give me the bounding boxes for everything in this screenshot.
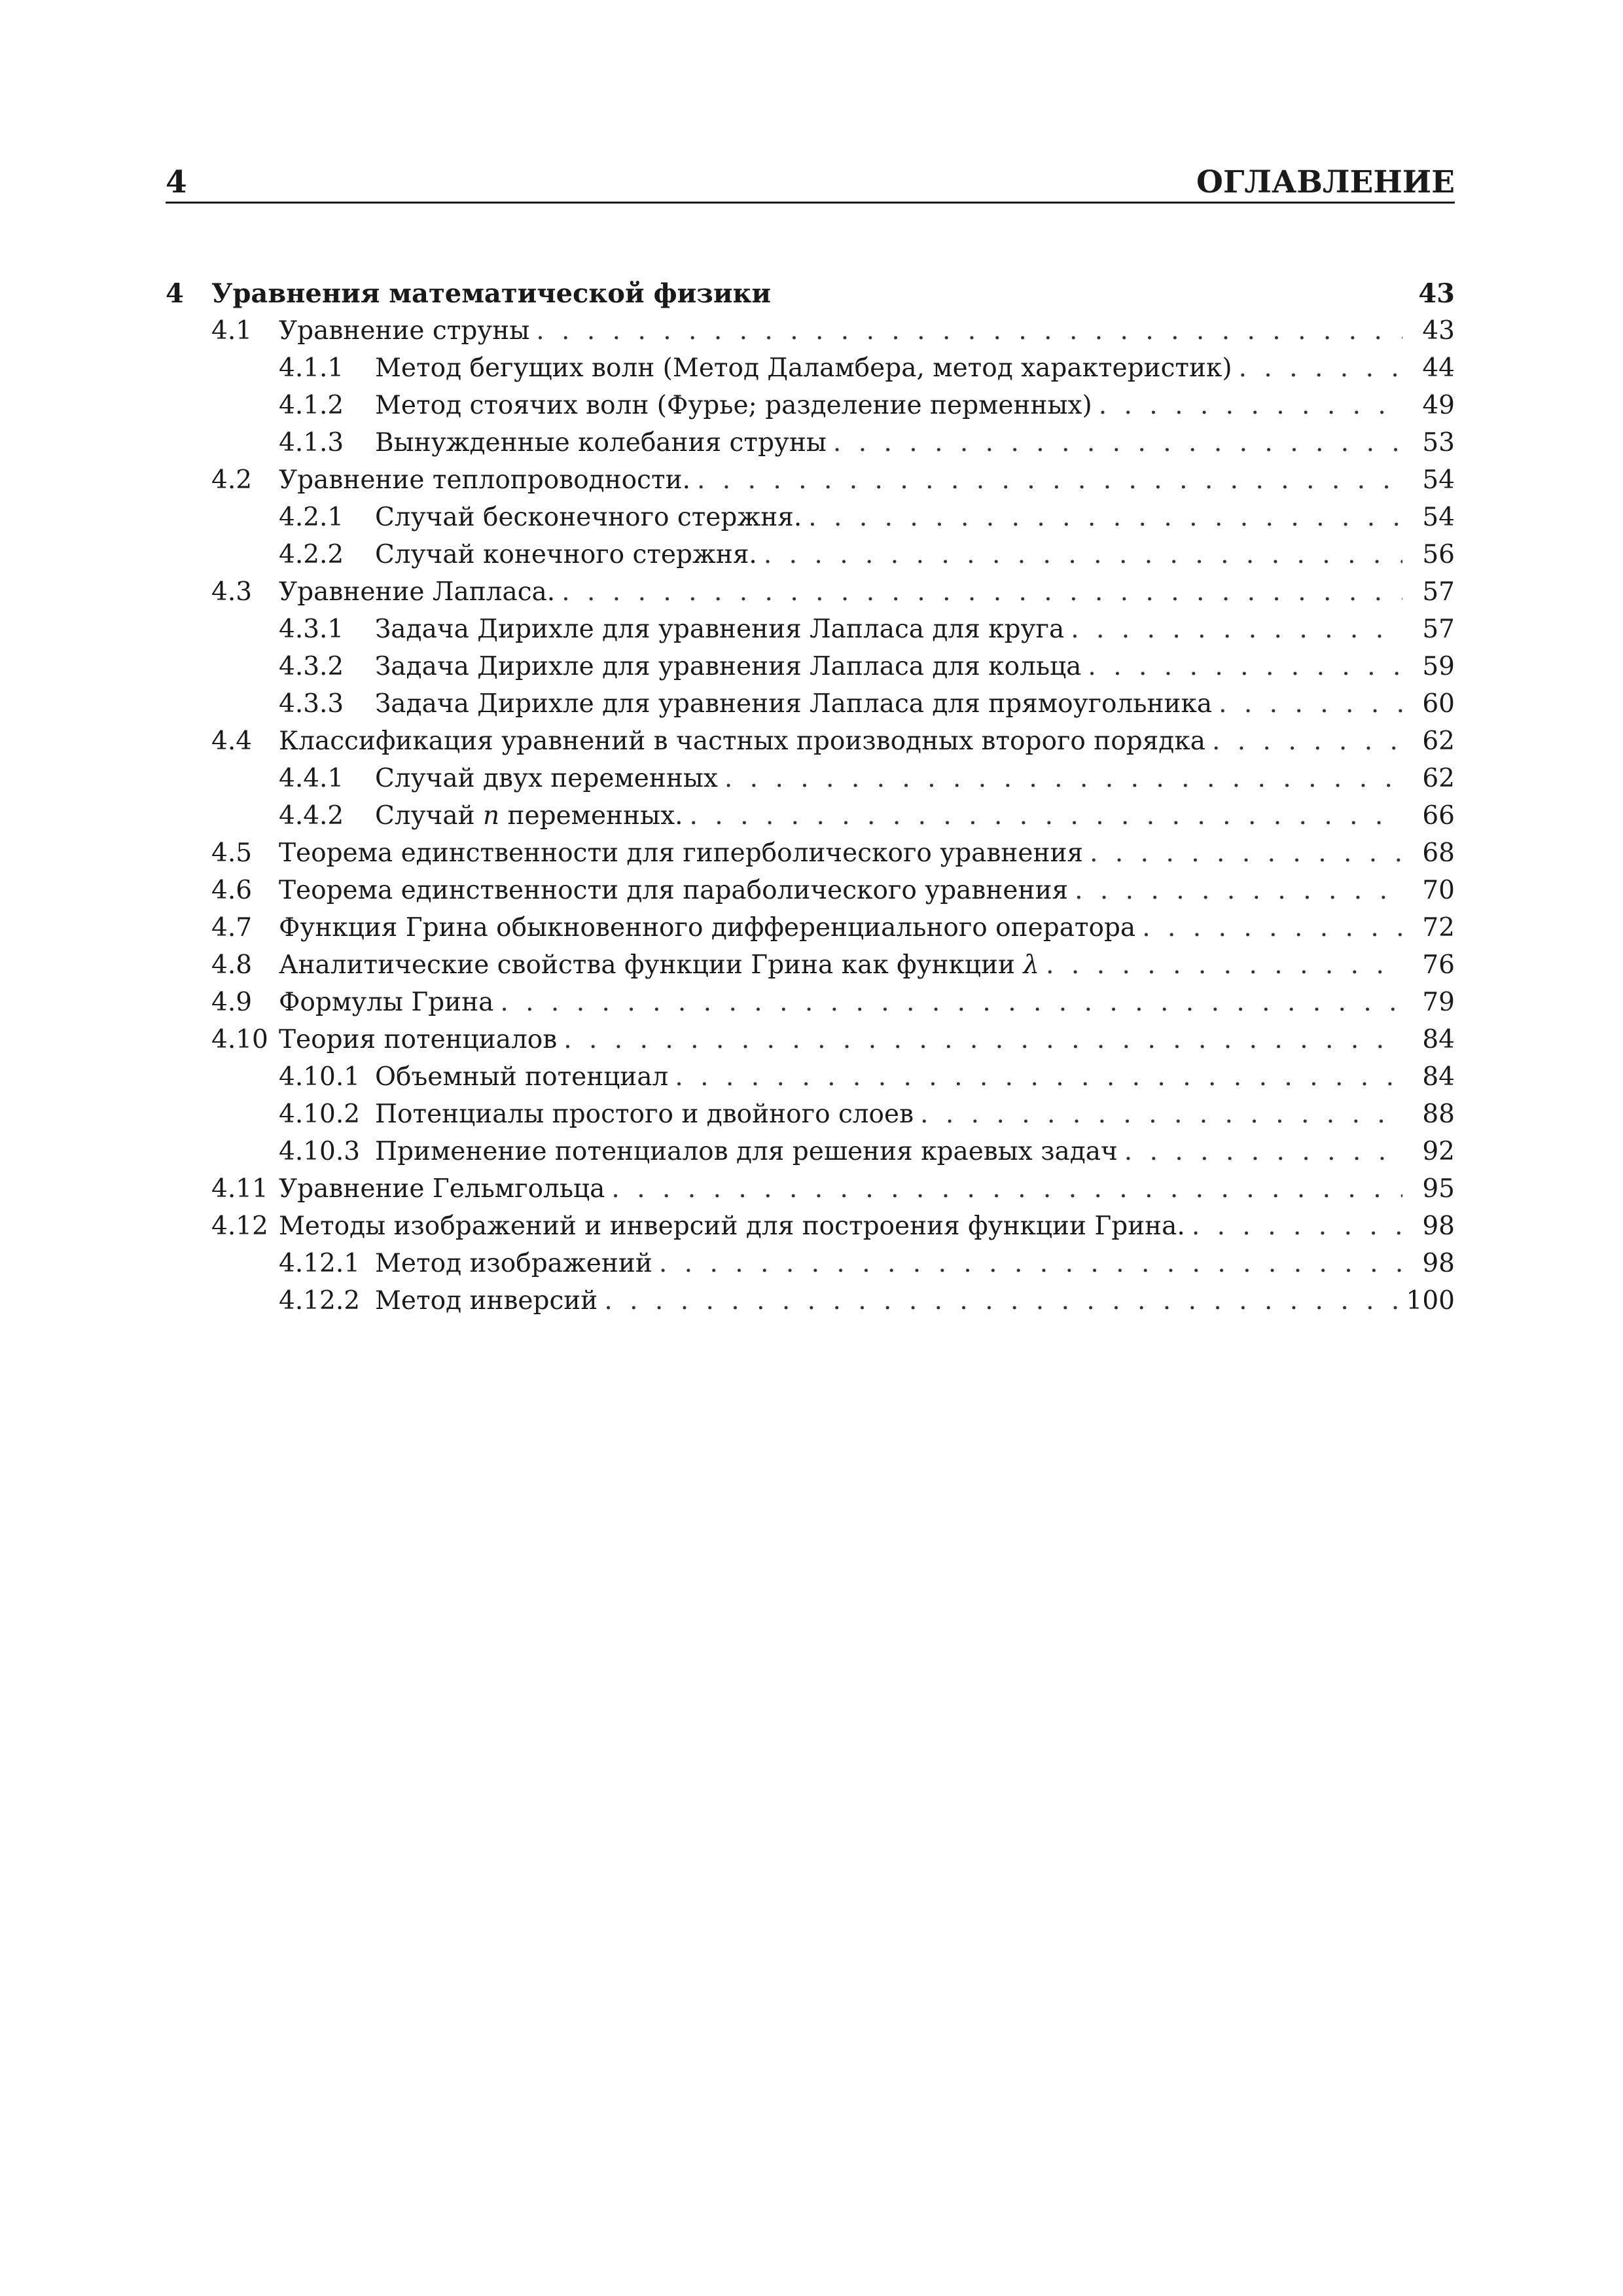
toc-entry-number: 4.1.3: [279, 428, 344, 457]
toc-entry-number: 4.11: [211, 1174, 268, 1204]
toc-page-number: 88: [1402, 1096, 1455, 1133]
toc-page-number: 100: [1400, 1282, 1455, 1319]
toc-entry-title: Применение потенциалов для решения краевых задач: [375, 1133, 1124, 1170]
toc-section-row[interactable]: [166, 1170, 1455, 1208]
toc-entry-title: Уравнение теплопроводности.: [279, 461, 697, 499]
toc-entry-title: Теорема единственности для параболического уравнения: [279, 872, 1075, 909]
toc-subsection-row[interactable]: [166, 1058, 1455, 1096]
dot-leader: [1124, 1133, 1402, 1170]
toc-entry-title: Уравнение Лапласа.: [279, 573, 562, 611]
toc-page-number: 84: [1402, 1058, 1455, 1096]
toc-section-row[interactable]: [166, 1208, 1455, 1245]
toc-entry-title-text: Случай: [375, 801, 483, 831]
toc-entry-title: Потенциалы простого и двойного слоев: [375, 1096, 920, 1133]
toc-page-number: 43: [1402, 312, 1455, 350]
dot-leader: [808, 499, 1402, 536]
toc-entry-title: Функция Грина обыкновенного дифференциального оператора: [279, 909, 1142, 946]
toc-entry-number: 4: [166, 278, 184, 309]
toc-entry-title: Методы изображений и инверсий для построения функции Грина.: [279, 1208, 1192, 1245]
toc-entry: [375, 1282, 1455, 1319]
toc-subsection-row[interactable]: [166, 797, 1455, 834]
dot-leader: [1088, 648, 1402, 685]
toc-subsection-row[interactable]: [166, 1282, 1455, 1319]
toc-entry: [375, 1133, 1455, 1170]
toc-section-row[interactable]: [166, 984, 1455, 1021]
toc-section-row[interactable]: [166, 312, 1455, 350]
toc-entry-title: Теория потенциалов: [279, 1021, 563, 1058]
toc-subsection-row[interactable]: [166, 760, 1455, 797]
toc-entry-title: Случай двух переменных: [375, 760, 724, 797]
toc-entry: [375, 797, 1455, 834]
dot-leader: [604, 1282, 1399, 1319]
dot-leader: [563, 1021, 1402, 1058]
toc-page-number: 53: [1402, 424, 1455, 461]
toc-page-number: 62: [1402, 760, 1455, 797]
toc-page-number: 79: [1402, 984, 1455, 1021]
toc-section-row[interactable]: [166, 461, 1455, 499]
toc-entry-title: Задача Дирихле для уравнения Лапласа для кольца: [375, 648, 1088, 685]
dot-leader: [675, 1058, 1402, 1096]
toc-entry-number: 4.10.3: [279, 1137, 361, 1166]
toc-page-number: 98: [1402, 1245, 1455, 1282]
dot-leader: [1099, 387, 1402, 424]
toc-entry-number: 4.3.3: [279, 689, 344, 719]
toc-page-number: 72: [1402, 909, 1455, 946]
toc-page-number: 66: [1402, 797, 1455, 834]
toc-subsection-row[interactable]: [166, 1133, 1455, 1170]
toc-page-number: 60: [1402, 685, 1455, 723]
dot-leader: [764, 536, 1402, 573]
toc-entry-title: Метод стоячих волн (Фурье; разделение перменных): [375, 387, 1099, 424]
toc-entry: [375, 1245, 1455, 1282]
table-of-contents: [166, 275, 1455, 1319]
toc-subsection-row[interactable]: [166, 424, 1455, 461]
dot-leader: [833, 424, 1402, 461]
page-number: 4: [166, 164, 187, 200]
dot-leader: [1046, 946, 1402, 984]
dot-leader: [536, 312, 1402, 350]
dot-leader: [500, 984, 1402, 1021]
toc-subsection-row[interactable]: [166, 1096, 1455, 1133]
toc-subsection-row[interactable]: [166, 611, 1455, 648]
dot-leader: [724, 760, 1402, 797]
dot-leader: [1090, 834, 1402, 872]
toc-entry-number: 4.10: [211, 1025, 268, 1054]
toc-entry: [375, 648, 1455, 685]
toc-entry-title: Формулы Грина: [279, 984, 500, 1021]
toc-section-row[interactable]: [166, 909, 1455, 946]
toc-entry-title-text: Аналитические свойства функции Грина как функции: [279, 950, 1024, 980]
toc-entry-number: 4.2.1: [279, 503, 344, 532]
toc-entry-number: 4.4: [211, 726, 253, 756]
toc-entry: [375, 1058, 1455, 1096]
toc-entry-title-text: переменных.: [499, 801, 683, 831]
toc-section-row[interactable]: [166, 1021, 1455, 1058]
toc-entry-title: Случай конечного стержня.: [375, 536, 764, 573]
toc-entry: [279, 461, 1455, 499]
dot-leader: [1192, 1208, 1402, 1245]
toc-subsection-row[interactable]: [166, 387, 1455, 424]
toc-entry: [375, 536, 1455, 573]
toc-page-number: 59: [1402, 648, 1455, 685]
toc-entry-number: 4.7: [211, 913, 253, 942]
toc-entry-number: 4.10.1: [279, 1062, 361, 1092]
toc-page-number: 98: [1402, 1208, 1455, 1245]
dot-leader: [1212, 723, 1402, 760]
toc-entry-number: 4.1.1: [279, 353, 344, 383]
toc-subsection-row[interactable]: [166, 350, 1455, 387]
toc-entry: [279, 872, 1455, 909]
toc-entry-title: Задача Дирихле для уравнения Лапласа для прямоугольника: [375, 685, 1219, 723]
toc-entry-number: 4.9: [211, 988, 253, 1017]
toc-entry-title: [375, 797, 689, 834]
toc-entry-number: 4.1: [211, 316, 253, 346]
toc-entry-title: Уравнение Гельмгольца: [279, 1170, 611, 1208]
toc-entry-number: 4.2: [211, 465, 253, 495]
toc-page-number: 43: [1402, 275, 1455, 312]
toc-entry-title: Задача Дирихле для уравнения Лапласа для круга: [375, 611, 1071, 648]
toc-entry-number: 4.5: [211, 838, 253, 868]
dot-leader: [1219, 685, 1402, 723]
toc-entry: [375, 350, 1455, 387]
toc-page-number: 57: [1402, 611, 1455, 648]
toc-entry: [279, 909, 1455, 946]
toc-entry-title: Метод бегущих волн (Метод Даламбера, метод характеристик): [375, 350, 1239, 387]
toc-section-row[interactable]: [166, 946, 1455, 984]
dot-leader: [920, 1096, 1402, 1133]
toc-entry-title: Уравнения математической физики: [211, 275, 777, 312]
toc-entry: [375, 1096, 1455, 1133]
dot-leader: [1071, 611, 1402, 648]
toc-entry: [279, 834, 1455, 872]
toc-entry-number: 4.10.2: [279, 1100, 361, 1129]
toc-page-number: 84: [1402, 1021, 1455, 1058]
toc-subsection-row[interactable]: [166, 499, 1455, 536]
toc-entry: [375, 499, 1455, 536]
toc-entry-number: 4.3: [211, 577, 253, 607]
toc-entry-number: 4.12.2: [279, 1286, 361, 1316]
toc-page-number: 56: [1402, 536, 1455, 573]
toc-entry: [375, 611, 1455, 648]
toc-subsection-row[interactable]: [166, 685, 1455, 723]
toc-entry: [279, 1208, 1455, 1245]
toc-entry: [279, 1170, 1455, 1208]
toc-section-row[interactable]: [166, 834, 1455, 872]
dot-leader: [659, 1245, 1402, 1282]
toc-page-number: 76: [1402, 946, 1455, 984]
toc-entry: [279, 723, 1455, 760]
toc-entry: [279, 946, 1455, 984]
dot-leader: [611, 1170, 1402, 1208]
toc-entry-number: 4.8: [211, 950, 253, 980]
toc-page-number: 95: [1402, 1170, 1455, 1208]
toc-entry-number: 4.3.1: [279, 615, 344, 644]
dot-leader: [1239, 350, 1402, 387]
toc-page-number: 70: [1402, 872, 1455, 909]
toc-entry-title: Метод инверсий: [375, 1282, 604, 1319]
toc-page-number: 68: [1402, 834, 1455, 872]
toc-chapter-row[interactable]: [166, 275, 1455, 312]
toc-entry-number: 4.12.1: [279, 1249, 361, 1278]
toc-entry-number: 4.1.2: [279, 391, 344, 420]
toc-entry-title: Уравнение струны: [279, 312, 536, 350]
toc-entry-title: [279, 946, 1046, 984]
toc-subsection-row[interactable]: [166, 1245, 1455, 1282]
toc-entry-number: 4.2.2: [279, 540, 344, 569]
toc-entry-number: 4.4.2: [279, 801, 344, 831]
toc-entry-title: Классификация уравнений в частных производных второго порядка: [279, 723, 1212, 760]
toc-entry-title: Теорема единственности для гиперболического уравнения: [279, 834, 1090, 872]
toc-entry: [279, 1021, 1455, 1058]
toc-entry: [279, 984, 1455, 1021]
toc-page-number: 62: [1402, 723, 1455, 760]
toc-entry: [375, 424, 1455, 461]
toc-page-number: 54: [1402, 499, 1455, 536]
math-variable: λ: [1023, 950, 1040, 980]
toc-entry: [375, 760, 1455, 797]
dot-leader: [689, 797, 1402, 834]
toc-page-number: 57: [1402, 573, 1455, 611]
toc-page-number: 49: [1402, 387, 1455, 424]
toc-subsection-row[interactable]: [166, 536, 1455, 573]
toc-entry-title: Вынужденные колебания струны: [375, 424, 833, 461]
toc-entry-title: Объемный потенциал: [375, 1058, 675, 1096]
toc-entry-number: 4.12: [211, 1211, 268, 1241]
toc-entry-number: 4.3.2: [279, 652, 344, 681]
toc-subsection-row[interactable]: [166, 648, 1455, 685]
toc-entry: [211, 275, 1455, 312]
toc-section-row[interactable]: [166, 872, 1455, 909]
toc-section-row[interactable]: [166, 723, 1455, 760]
math-variable: n: [483, 801, 500, 831]
toc-entry: [375, 387, 1455, 424]
toc-entry: [279, 573, 1455, 611]
toc-entry-title: Случай бесконечного стержня.: [375, 499, 808, 536]
toc-entry: [375, 685, 1455, 723]
running-title: ОГЛАВЛЕНИЕ: [1196, 164, 1455, 200]
toc-entry-title: Метод изображений: [375, 1245, 659, 1282]
toc-entry-number: 4.6: [211, 876, 253, 905]
toc-page-number: 92: [1402, 1133, 1455, 1170]
toc-page-number: 44: [1402, 350, 1455, 387]
dot-leader: [1142, 909, 1402, 946]
page-header: [166, 154, 1455, 204]
dot-leader: [697, 461, 1402, 499]
toc-entry-number: 4.4.1: [279, 764, 344, 793]
toc-section-row[interactable]: [166, 573, 1455, 611]
toc-page-number: 54: [1402, 461, 1455, 499]
toc-entry: [279, 312, 1455, 350]
dot-leader: [562, 573, 1402, 611]
dot-leader: [1075, 872, 1402, 909]
